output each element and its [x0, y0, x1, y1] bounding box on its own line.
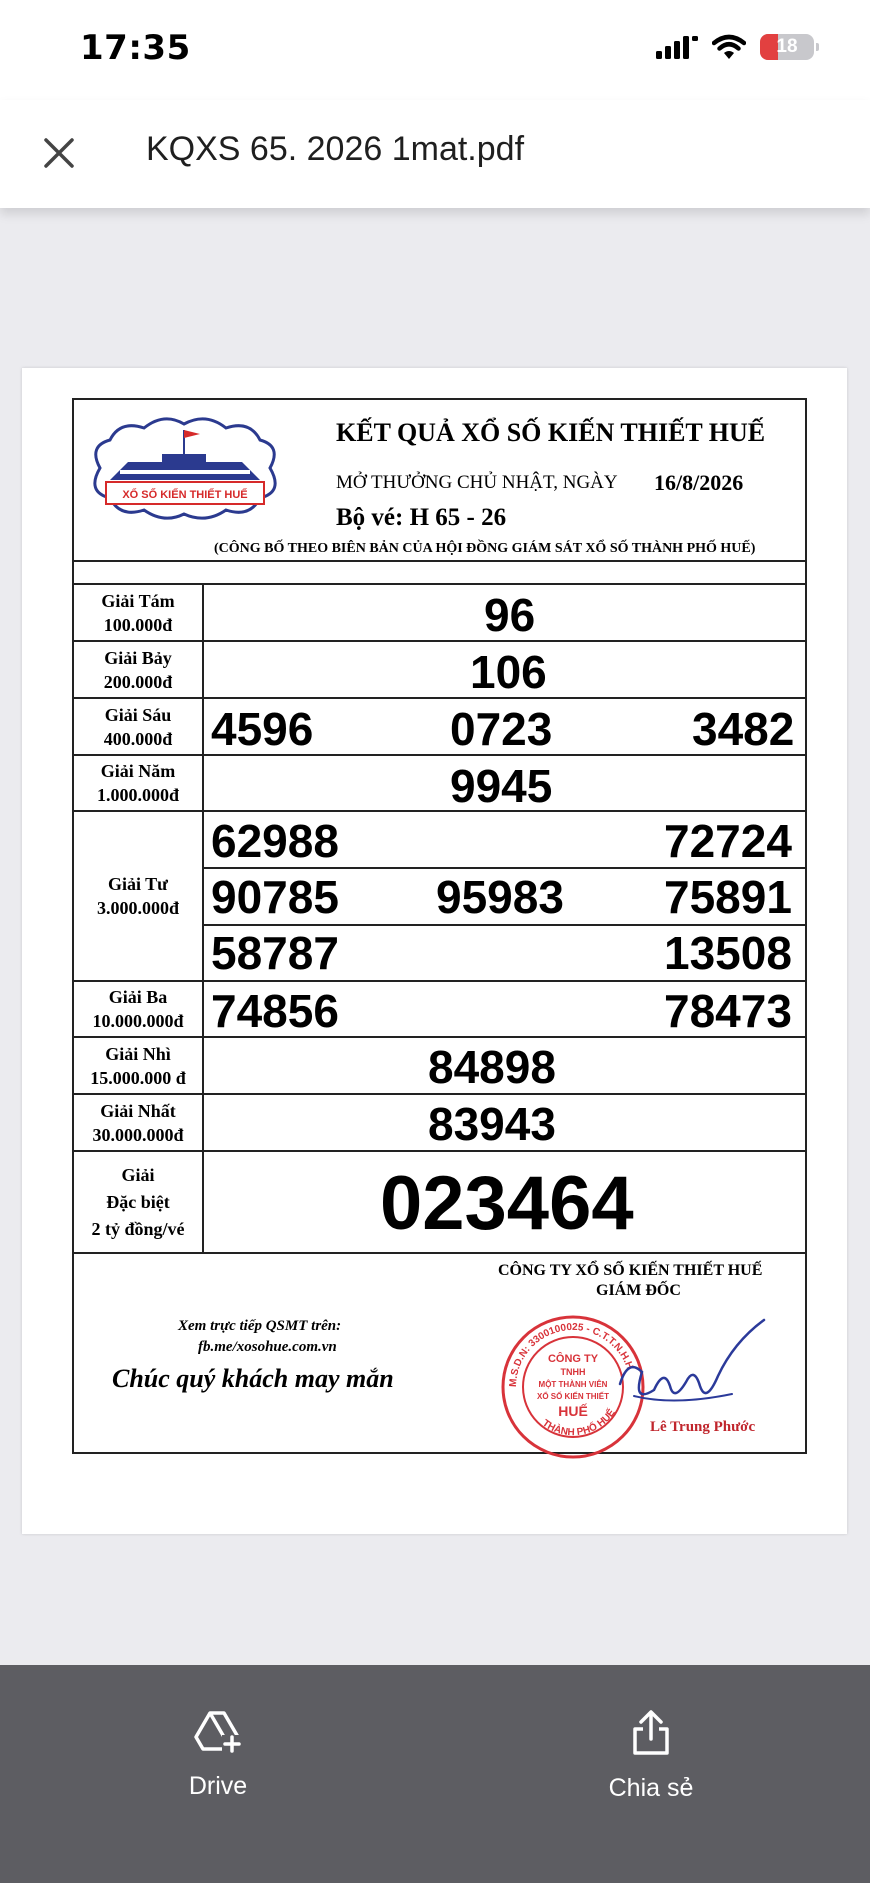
file-title: KQXS 65. 2026 1mat.pdf	[146, 130, 525, 168]
draw-date: 16/8/2026	[654, 470, 744, 495]
winning-number: 84898	[428, 1041, 556, 1093]
prize-amount: 2 tỷ đồng/vé	[91, 1218, 185, 1239]
drive-label: Drive	[188, 1772, 248, 1800]
battery-level: 18	[776, 36, 798, 57]
prize-label	[74, 1152, 204, 1252]
prize-name: Giải	[121, 1164, 155, 1185]
close-icon	[38, 132, 80, 174]
prize-label	[74, 585, 204, 640]
prize-label	[74, 699, 204, 754]
logo-text: XỔ SỐ KIẾN THIẾT HUẾ	[122, 489, 248, 501]
seal-mtv: MỘT THÀNH VIÊN	[538, 1380, 608, 1389]
sheet-footer	[74, 1252, 805, 1452]
prize-name: Giải Tám	[101, 590, 175, 611]
prize-row-4	[74, 812, 805, 982]
prize-amount: 15.000.000 đ	[90, 1067, 186, 1088]
drive-add-icon	[194, 1709, 242, 1753]
winning-number: 78473	[664, 985, 792, 1037]
seal-company: CÔNG TY	[547, 1353, 599, 1365]
sheet-title: KẾT QUẢ XỔ SỐ KIẾN THIẾT HUẾ	[336, 418, 766, 447]
prize-name: Giải Nhất	[100, 1100, 176, 1121]
prize-amount: 30.000.000đ	[92, 1124, 184, 1145]
special-winning-number: 023464	[380, 1161, 634, 1246]
prize-row-special	[74, 1152, 805, 1254]
prize-amount: 1.000.000đ	[96, 785, 179, 805]
prize-name: Giải Sáu	[104, 704, 172, 725]
prize-label	[74, 812, 204, 980]
winning-number: 95983	[436, 871, 564, 923]
close-button[interactable]	[38, 132, 80, 174]
seal-bottom-text: THÀNH PHỐ HUẾ	[540, 1407, 618, 1439]
prize-name: Giải Bảy	[104, 647, 172, 668]
prize-amount: 10.000.000đ	[92, 1011, 184, 1031]
winning-number: 72724	[664, 815, 792, 867]
prize-name: Giải Ba	[108, 987, 168, 1007]
status-icons	[656, 34, 814, 60]
prize-row-5	[74, 756, 805, 812]
lottery-result-sheet	[72, 398, 807, 1454]
prize-name: Giải Nhì	[105, 1043, 171, 1064]
share-icon	[629, 1709, 673, 1755]
status-time: 17:35	[80, 28, 191, 68]
prize-name: Giải Tư	[108, 874, 168, 894]
good-luck-text: Chúc quý khách may mắn	[112, 1364, 394, 1393]
prize-row-7	[74, 642, 805, 699]
winning-number: 9945	[450, 760, 553, 812]
bottom-action-bar	[0, 1665, 870, 1883]
cellular-signal-icon	[656, 35, 698, 59]
seal-tnhh: TNHH	[560, 1367, 586, 1377]
status-bar	[0, 0, 870, 100]
prize-name: Giải Năm	[100, 761, 176, 781]
pdf-page[interactable]	[22, 368, 847, 1534]
prize-label	[74, 982, 204, 1036]
prize-row-6	[74, 699, 805, 756]
share-button[interactable]	[571, 1709, 731, 1803]
winning-number: 4596	[211, 703, 314, 755]
prize-amount: 3.000.000đ	[96, 898, 179, 918]
supervision-note: (CÔNG BỐ THEO BIÊN BẢN CỦA HỘI ĐỒNG GIÁM SÁT XỔ SỐ THÀNH PHỐ HUẾ)	[214, 541, 756, 556]
viewer-header	[0, 100, 870, 208]
winning-number: 58787	[211, 927, 339, 979]
winning-number: 83943	[428, 1098, 556, 1150]
winning-number: 90785	[211, 871, 339, 923]
winning-number: 3482	[692, 703, 795, 755]
wifi-icon	[712, 34, 746, 60]
save-to-drive-button[interactable]	[138, 1709, 298, 1801]
prize-label	[74, 1095, 204, 1150]
watch-live-url: fb.me/xosohue.com.vn	[198, 1339, 337, 1355]
battery-icon	[760, 34, 814, 60]
prize-row-2	[74, 1038, 805, 1095]
director-signature	[614, 1312, 784, 1422]
prize-label	[74, 642, 204, 697]
winning-number: 0723	[450, 703, 553, 755]
prize-row-8	[74, 585, 805, 642]
prize-amount: 400.000đ	[103, 728, 173, 749]
company-name: CÔNG TY XỔ SỐ KIẾN THIẾT HUẾ	[498, 1262, 763, 1279]
ticket-series: Bộ vé: H 65 - 26	[336, 504, 507, 531]
winning-number: 96	[484, 589, 536, 641]
prize-label	[74, 1038, 204, 1093]
seal-city: HUẾ	[558, 1403, 588, 1419]
xoso-hue-logo	[80, 406, 290, 524]
prize-amount: 100.000đ	[103, 614, 173, 635]
prize-amount: 200.000đ	[103, 671, 173, 692]
winning-number: 106	[470, 646, 547, 698]
seal-ring-text: M.S.D.N: 3300100025 - C.T.T.N.H.H	[507, 1321, 635, 1388]
share-label: Chia sẻ	[608, 1774, 694, 1802]
watch-live-text: Xem trực tiếp QSMT trên:	[178, 1318, 342, 1334]
sheet-header	[74, 400, 805, 562]
seal-xskt: XỔ SỐ KIẾN THIẾT	[536, 1392, 610, 1401]
signer-name: Lê Trung Phước	[650, 1419, 756, 1435]
winning-number: 62988	[211, 815, 339, 867]
prize-name-2: Đặc biệt	[106, 1191, 170, 1212]
prize-row-1	[74, 1095, 805, 1152]
prize-row-3	[74, 982, 805, 1038]
draw-day: MỞ THƯỞNG CHỦ NHẬT, NGÀY	[336, 472, 618, 493]
prize-label	[74, 756, 204, 810]
winning-number: 75891	[664, 871, 792, 923]
winning-number: 13508	[664, 927, 792, 979]
winning-number: 74856	[211, 985, 339, 1037]
director-title: GIÁM ĐỐC	[596, 1282, 681, 1299]
